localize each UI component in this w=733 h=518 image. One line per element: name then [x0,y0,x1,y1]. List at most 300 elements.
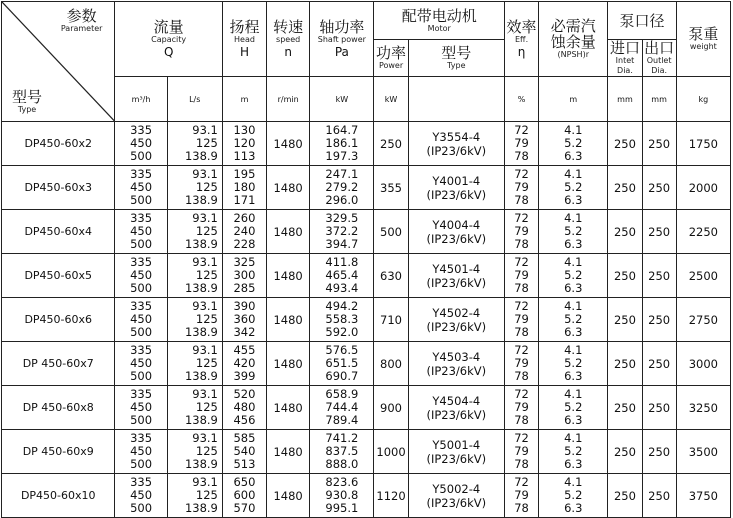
shaft-power-header: 轴功率 Shaft power Pa [310,2,374,77]
npsh-value: 6.3 [564,369,583,383]
motor-protection: (IP23/6kV) [426,143,487,158]
efficiency-cell [505,166,539,210]
pa-value: 592.0 [325,325,359,339]
unit-motor-power: kW [374,77,408,122]
weight-cell: 3000 [676,342,730,386]
npsh-value: 4.1 [564,299,583,313]
q-value: 450 [130,312,153,326]
unit-inlet: mm [608,77,642,122]
motor-type-cell [408,210,504,254]
eff-value: 78 [514,325,529,339]
q-value: 335 [130,475,153,489]
head-cell [222,210,266,254]
npsh-value: 5.2 [564,224,583,238]
motor-power-cell: 710 [374,298,408,342]
motor-type-cell [408,342,504,386]
eff-value: 72 [514,431,529,445]
ls-value: 138.9 [184,193,218,207]
pa-value: 394.7 [325,237,359,251]
flow-m3h-cell [115,298,167,342]
model-cell: DP 450-60x8 [2,386,115,430]
h-value: 113 [233,149,256,163]
q-value: 335 [130,299,153,313]
npsh-value: 5.2 [564,356,583,370]
flow-m3h-cell [115,342,167,386]
motor-protection: (IP23/6kV) [426,231,487,246]
motor-power-cell: 900 [374,386,408,430]
q-value: 335 [130,255,153,269]
ls-value: 138.9 [184,369,218,383]
npsh-cell [539,386,608,430]
weight-cell: 1750 [676,122,730,166]
pa-value: 995.1 [325,501,359,515]
h-value: 342 [233,325,256,339]
npsh-value: 4.1 [564,255,583,269]
pump-rows [2,122,731,518]
motor-type-cell [408,430,504,474]
inlet-cell: 250 [608,474,642,518]
npsh-value: 6.3 [564,457,583,471]
motor-type-cell [408,122,504,166]
h-value: 455 [233,343,256,357]
motor-power-cell: 1120 [374,474,408,518]
flow-ls-cell [167,254,222,298]
h-value: 420 [233,356,256,370]
q-value: 500 [130,149,153,163]
motor-model: Y4501-4 [432,261,481,276]
motor-protection: (IP23/6kV) [426,451,487,466]
pa-value: 411.8 [325,255,359,269]
motor-type-cell [408,298,504,342]
q-value: 450 [130,488,153,502]
pa-value: 576.5 [325,343,359,357]
head-cell [222,166,266,210]
efficiency-cell [505,386,539,430]
pa-value: 164.7 [325,123,359,137]
h-value: 240 [233,224,256,238]
h-value: 180 [233,180,256,194]
motor-protection: (IP23/6kV) [426,187,487,202]
unit-efficiency: % [505,77,539,122]
inlet-cell: 250 [608,386,642,430]
h-value: 399 [233,369,256,383]
npsh-value: 4.1 [564,343,583,357]
ls-value: 125 [195,180,218,194]
outlet-cell: 250 [642,122,676,166]
ls-value: 93.1 [192,431,218,445]
motor-model: Y3554-4 [432,129,481,144]
unit-weight: kg [676,77,730,122]
h-value: 585 [233,431,256,445]
eff-value: 72 [514,167,529,181]
q-value: 450 [130,224,153,238]
q-value: 450 [130,400,153,414]
table-row [2,122,731,166]
pa-value: 186.1 [325,136,359,150]
shaft-power-cell [310,254,374,298]
h-value: 650 [233,475,256,489]
type-label: 型号 Type [12,88,43,114]
pa-value: 744.4 [325,400,359,414]
q-value: 450 [130,136,153,150]
h-value: 480 [233,400,256,414]
head-cell [222,298,266,342]
eff-value: 79 [514,400,529,414]
motor-model: Y5002-4 [432,481,481,496]
motor-model: Y5001-4 [432,437,481,452]
motor-model: Y4504-4 [432,393,481,408]
outlet-header: 出口 Outlet Dia. [642,40,676,77]
flow-m3h-cell [115,254,167,298]
inlet-cell: 250 [608,298,642,342]
h-value: 520 [233,387,256,401]
npsh-value: 5.2 [564,400,583,414]
motor-type-cell [408,254,504,298]
efficiency-cell [505,342,539,386]
table-row [2,210,731,254]
flow-ls-cell [167,122,222,166]
pa-value: 741.2 [325,431,359,445]
h-value: 456 [233,413,256,427]
flow-ls-cell [167,298,222,342]
eff-value: 78 [514,501,529,515]
eff-value: 78 [514,281,529,295]
npsh-value: 4.1 [564,387,583,401]
npsh-cell [539,342,608,386]
eff-value: 72 [514,475,529,489]
flow-ls-cell [167,386,222,430]
unit-npsh: m [539,77,608,122]
param-type-corner-cell [2,2,115,122]
outlet-cell: 250 [642,166,676,210]
ls-value: 138.9 [184,457,218,471]
npsh-cell [539,474,608,518]
weight-cell: 2750 [676,298,730,342]
inlet-cell: 250 [608,210,642,254]
ls-value: 93.1 [192,475,218,489]
h-value: 130 [233,123,256,137]
eff-value: 79 [514,356,529,370]
ls-value: 138.9 [184,501,218,515]
npsh-value: 5.2 [564,444,583,458]
motor-power-cell: 355 [374,166,408,210]
weight-cell: 3750 [676,474,730,518]
ls-value: 125 [195,312,218,326]
eff-value: 79 [514,488,529,502]
speed-cell: 1480 [267,166,310,210]
unit-outlet: mm [642,77,676,122]
npsh-value: 5.2 [564,312,583,326]
eff-value: 78 [514,193,529,207]
pa-value: 296.0 [325,193,359,207]
eff-value: 72 [514,255,529,269]
flow-m3h-cell [115,210,167,254]
outlet-cell: 250 [642,342,676,386]
motor-model: Y4502-4 [432,305,481,320]
eff-value: 72 [514,343,529,357]
flow-ls-cell [167,430,222,474]
flow-m3h-cell [115,430,167,474]
pa-value: 197.3 [325,149,359,163]
efficiency-header: 效率 Eff. η [505,2,539,77]
motor-protection: (IP23/6kV) [426,495,487,510]
q-value: 450 [130,180,153,194]
efficiency-cell [505,430,539,474]
unit-flow-m3h: m³/h [115,77,167,122]
npsh-value: 6.3 [564,149,583,163]
npsh-value: 6.3 [564,413,583,427]
inlet-cell: 250 [608,254,642,298]
h-value: 171 [233,193,256,207]
table-row [2,430,731,474]
motor-power-header: 功率 Power [374,40,408,77]
head-cell [222,254,266,298]
model-cell: DP450-60x6 [2,298,115,342]
motor-power-cell: 800 [374,342,408,386]
shaft-power-cell [310,342,374,386]
q-value: 335 [130,123,153,137]
motor-protection: (IP23/6kV) [426,363,487,378]
ls-value: 125 [195,356,218,370]
motor-protection: (IP23/6kV) [426,319,487,334]
eff-value: 78 [514,237,529,251]
head-cell [222,122,266,166]
motor-power-cell: 250 [374,122,408,166]
speed-cell: 1480 [267,386,310,430]
npsh-cell [539,298,608,342]
speed-cell: 1480 [267,474,310,518]
pa-value: 823.6 [325,475,359,489]
flow-ls-cell [167,342,222,386]
weight-cell: 3250 [676,386,730,430]
port-diameter-header: 泵口径 [608,2,676,40]
motor-power-cell: 1000 [374,430,408,474]
motor-power-cell: 500 [374,210,408,254]
pa-value: 558.3 [325,312,359,326]
table-row [2,298,731,342]
pa-value: 465.4 [325,268,359,282]
weight-cell: 3500 [676,430,730,474]
npsh-header: 必需汽 蚀余量 (NPSH)r [539,2,608,77]
pa-value: 789.4 [325,413,359,427]
outlet-cell: 250 [642,298,676,342]
eff-value: 78 [514,413,529,427]
eff-value: 79 [514,180,529,194]
unit-shaft-power: kW [310,77,374,122]
ls-value: 93.1 [192,167,218,181]
pa-value: 279.2 [325,180,359,194]
weight-cell: 2500 [676,254,730,298]
eff-value: 72 [514,211,529,225]
outlet-cell: 250 [642,386,676,430]
motor-type-header: 型号 Type [408,40,504,77]
flow-ls-cell [167,166,222,210]
npsh-value: 5.2 [564,488,583,502]
npsh-value: 6.3 [564,325,583,339]
outlet-cell: 250 [642,254,676,298]
pa-value: 651.5 [325,356,359,370]
speed-header: 转速 speed n [267,2,310,77]
q-value: 335 [130,167,153,181]
head-cell [222,386,266,430]
ls-value: 125 [195,444,218,458]
pump-spec-table [1,1,731,518]
q-value: 500 [130,281,153,295]
weight-cell: 2250 [676,210,730,254]
eff-value: 72 [514,123,529,137]
efficiency-cell [505,254,539,298]
speed-cell: 1480 [267,342,310,386]
npsh-value: 5.2 [564,180,583,194]
weight-header: 泵重 weight [676,2,730,77]
head-cell [222,430,266,474]
q-value: 335 [130,387,153,401]
flow-ls-cell [167,210,222,254]
npsh-value: 5.2 [564,136,583,150]
q-value: 450 [130,356,153,370]
eff-value: 78 [514,369,529,383]
pa-value: 493.4 [325,281,359,295]
inlet-cell: 250 [608,430,642,474]
model-cell: DP450-60x2 [2,122,115,166]
h-value: 300 [233,268,256,282]
npsh-value: 6.3 [564,237,583,251]
efficiency-cell [505,210,539,254]
npsh-cell [539,254,608,298]
shaft-power-cell [310,298,374,342]
speed-cell: 1480 [267,298,310,342]
npsh-cell [539,210,608,254]
table-row [2,474,731,518]
flow-m3h-cell [115,474,167,518]
pa-value: 837.5 [325,444,359,458]
h-value: 600 [233,488,256,502]
npsh-value: 6.3 [564,281,583,295]
model-cell: DP 450-60x9 [2,430,115,474]
h-value: 390 [233,299,256,313]
shaft-power-cell [310,474,374,518]
efficiency-cell [505,122,539,166]
head-cell [222,342,266,386]
h-value: 570 [233,501,256,515]
eff-value: 79 [514,136,529,150]
motor-protection: (IP23/6kV) [426,407,487,422]
npsh-cell [539,122,608,166]
pa-value: 329.5 [325,211,359,225]
motor-protection: (IP23/6kV) [426,275,487,290]
inlet-header: 进口 Intet Dia. [608,40,642,77]
ls-value: 125 [195,400,218,414]
pa-value: 247.1 [325,167,359,181]
table-row [2,386,731,430]
speed-cell: 1480 [267,210,310,254]
npsh-value: 5.2 [564,268,583,282]
speed-cell: 1480 [267,430,310,474]
model-cell: DP450-60x10 [2,474,115,518]
q-value: 500 [130,501,153,515]
h-value: 360 [233,312,256,326]
q-value: 500 [130,237,153,251]
unit-speed: r/min [267,77,310,122]
q-value: 500 [130,193,153,207]
pa-value: 930.8 [325,488,359,502]
outlet-cell: 250 [642,210,676,254]
pa-value: 494.2 [325,299,359,313]
npsh-value: 4.1 [564,123,583,137]
unit-motor-type [408,77,504,122]
motor-model: Y4503-4 [432,349,481,364]
eff-value: 79 [514,444,529,458]
pa-value: 690.7 [325,369,359,383]
shaft-power-cell [310,166,374,210]
efficiency-cell [505,298,539,342]
ls-value: 93.1 [192,343,218,357]
h-value: 260 [233,211,256,225]
q-value: 500 [130,457,153,471]
eff-value: 72 [514,387,529,401]
flow-m3h-cell [115,386,167,430]
ls-value: 125 [195,224,218,238]
eff-value: 79 [514,224,529,238]
h-value: 325 [233,255,256,269]
flow-m3h-cell [115,166,167,210]
outlet-cell: 250 [642,474,676,518]
q-value: 450 [130,268,153,282]
table-row [2,254,731,298]
ls-value: 93.1 [192,211,218,225]
pa-value: 372.2 [325,224,359,238]
outlet-cell: 250 [642,430,676,474]
shaft-power-cell [310,430,374,474]
ls-value: 125 [195,136,218,150]
q-value: 450 [130,444,153,458]
npsh-value: 6.3 [564,501,583,515]
header-row-1 [2,2,731,40]
eff-value: 72 [514,299,529,313]
ls-value: 93.1 [192,299,218,313]
npsh-value: 4.1 [564,211,583,225]
model-cell: DP 450-60x7 [2,342,115,386]
shaft-power-cell [310,386,374,430]
npsh-cell [539,166,608,210]
h-value: 195 [233,167,256,181]
npsh-value: 4.1 [564,167,583,181]
ls-value: 138.9 [184,149,218,163]
model-cell: DP450-60x3 [2,166,115,210]
table-row [2,342,731,386]
motor-type-cell [408,166,504,210]
q-value: 500 [130,413,153,427]
q-value: 335 [130,211,153,225]
eff-value: 79 [514,268,529,282]
efficiency-cell [505,474,539,518]
model-cell: DP450-60x5 [2,254,115,298]
ls-value: 125 [195,268,218,282]
h-value: 285 [233,281,256,295]
npsh-value: 4.1 [564,431,583,445]
ls-value: 138.9 [184,325,218,339]
ls-value: 138.9 [184,237,218,251]
q-value: 500 [130,325,153,339]
motor-type-cell [408,474,504,518]
pa-value: 658.9 [325,387,359,401]
q-value: 500 [130,369,153,383]
h-value: 120 [233,136,256,150]
motor-model: Y4004-4 [432,217,481,232]
speed-cell: 1480 [267,254,310,298]
ls-value: 93.1 [192,387,218,401]
table-row [2,166,731,210]
